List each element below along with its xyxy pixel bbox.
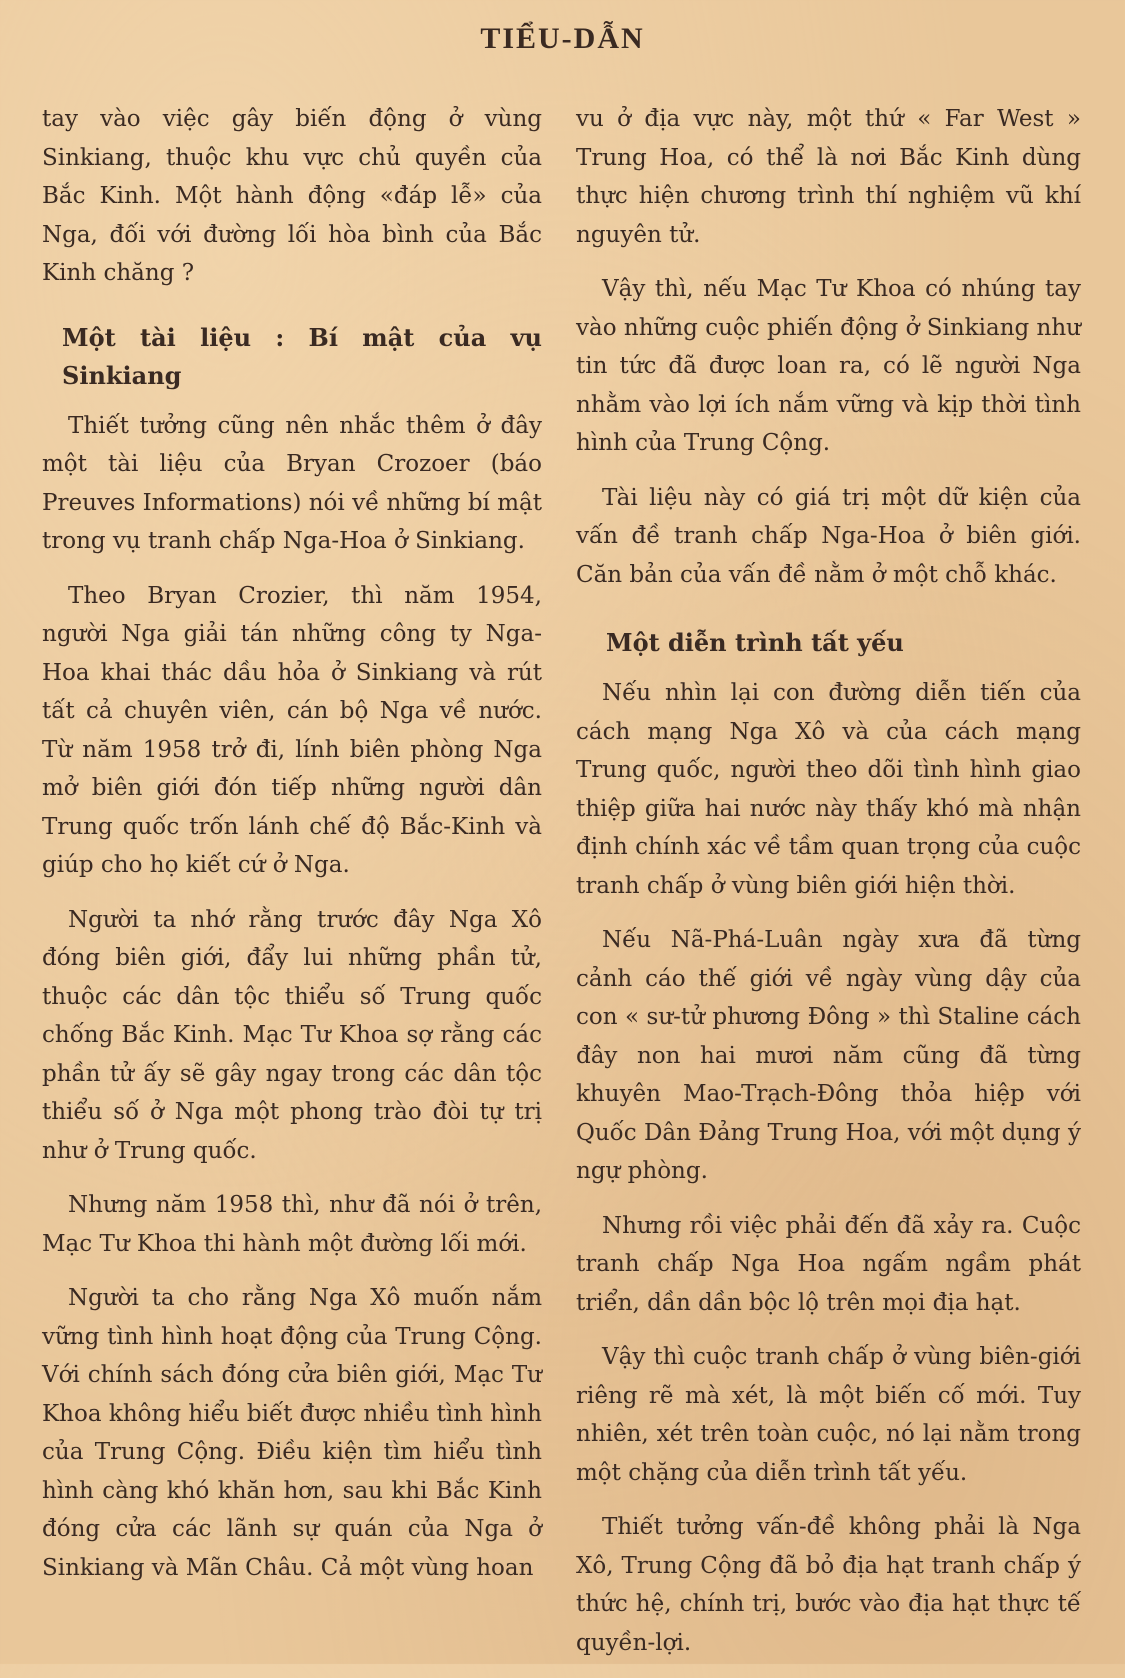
paragraph: Người ta cho rằng Nga Xô muốn nắm vững tình hình hoạt động của Trung Cộng. Với chính sách đóng cửa biên giới, Mạc Tư Khoa không hiểu biết được nhiều tình hình của Trung Cộng. Điều kiện tìm hiểu tình hình càng khó khăn hơn, sau khi Bắc Kinh đóng cửa các lãnh sự quán của Nga ở Sinkiang và Mãn Châu. Cả một vùng hoan [42,1285,542,1581]
paragraph: Nếu Nã-Phá-Luân ngày xưa đã từng cảnh cáo thế giới về ngày vùng dậy của con « sư-tử phương Đông » thì Staline cách đây non hai mươi năm cũng đã từng khuyên Mao-Trạch-Đông thỏa hiệp với Quốc Dân Đảng Trung Hoa, với một dụng ý ngự phòng. [576,927,1081,1184]
left-column [42,100,542,1603]
paragraph: Nếu nhìn lại con đường diễn tiến của cách mạng Nga Xô và của cách mạng Trung quốc, người theo dõi tình hình giao thiệp giữa hai nước này thấy khó mà nhận định chính xác về tầm quan trọng của cuộc tranh chấp ở vùng biên giới hiện thời. [576,680,1081,899]
page-header: TIỂU-DẪN [480,22,645,55]
paragraph: Người ta nhớ rằng trước đây Nga Xô đóng biên giới, đẩy lui những phần tử, thuộc các dân tộc thiểu số Trung quốc chống Bắc Kinh. Mạc Tư Khoa sợ rằng các phần tử ấy sẽ gây ngay trong các dân tộc thiểu số ở Nga một phong trào đòi tự trị như ở Trung quốc. [42,906,542,1164]
paragraph: Vậy thì, nếu Mạc Tư Khoa có nhúng tay vào những cuộc phiến động ở Sinkiang như tin tức đã được loan ra, có lẽ người Nga nhằm vào lợi ích nắm vững và kịp thời tình hình của Trung Cộng. [576,276,1081,456]
paragraph: Nhưng rồi việc phải đến đã xảy ra. Cuộc tranh chấp Nga Hoa ngấm ngầm phát triển, dần dần bộc lộ trên mọi địa hạt. [576,1212,1081,1316]
section-heading: Một tài liệu : Bí mật của vụ Sinkiang [62,322,542,390]
paragraph: vu ở địa vực này, một thứ « Far West » Trung Hoa, có thể là nơi Bắc Kinh dùng thực hiện chương trình thí nghiệm vũ khí nguyên tử. [576,106,1081,248]
right-column [576,100,1081,1678]
paragraph: tay vào việc gây biến động ở vùng Sinkiang, thuộc khu vực chủ quyền của Bắc Kinh. Một hành động «đáp lễ» của Nga, đối với đường lối hòa bình của Bắc Kinh chăng ? [42,106,542,286]
paragraph: Thiết tưởng cũng nên nhắc thêm ở đây một tài liệu của Bryan Crozoer (báo Preuves Informations) nói về những bí mật trong vụ tranh chấp Nga-Hoa ở Sinkiang. [42,412,542,554]
paragraph: Theo Bryan Crozier, thì năm 1954, người Nga giải tán những công ty Nga-Hoa khai thác dầu hỏa ở Sinkiang và rút tất cả chuyên viên, cán bộ Nga về nước. Từ năm 1958 trở đi, lính biên phòng Nga mở biên giới đón tiếp những người dân Trung quốc trốn lánh chế độ Bắc-Kinh và giúp cho họ kiết cứ ở Nga. [42,582,542,878]
paragraph: Tài liệu này có giá trị một dữ kiện của vấn đề tranh chấp Nga-Hoa ở biên giới. Căn bản của vấn đề nằm ở một chỗ khác. [576,484,1081,588]
paragraph: Thiết tưởng vấn-đề không phải là Nga Xô, Trung Cộng đã bỏ địa hạt tranh chấp ý thức hệ, chính trị, bước vào địa hạt thực tế quyền-lợi. [576,1514,1081,1656]
section-heading: Một diễn trình tất yếu [606,628,904,657]
paragraph: Vậy thì cuộc tranh chấp ở vùng biên-giới riêng rẽ mà xét, là một biến cố mới. Tuy nhiên, xét trên toàn cuộc, nó lại nằm trong một chặng của diễn trình tất yếu. [576,1344,1081,1486]
paragraph: Nhưng năm 1958 thì, như đã nói ở trên, Mạc Tư Khoa thi hành một đường lối mới. [42,1192,542,1257]
